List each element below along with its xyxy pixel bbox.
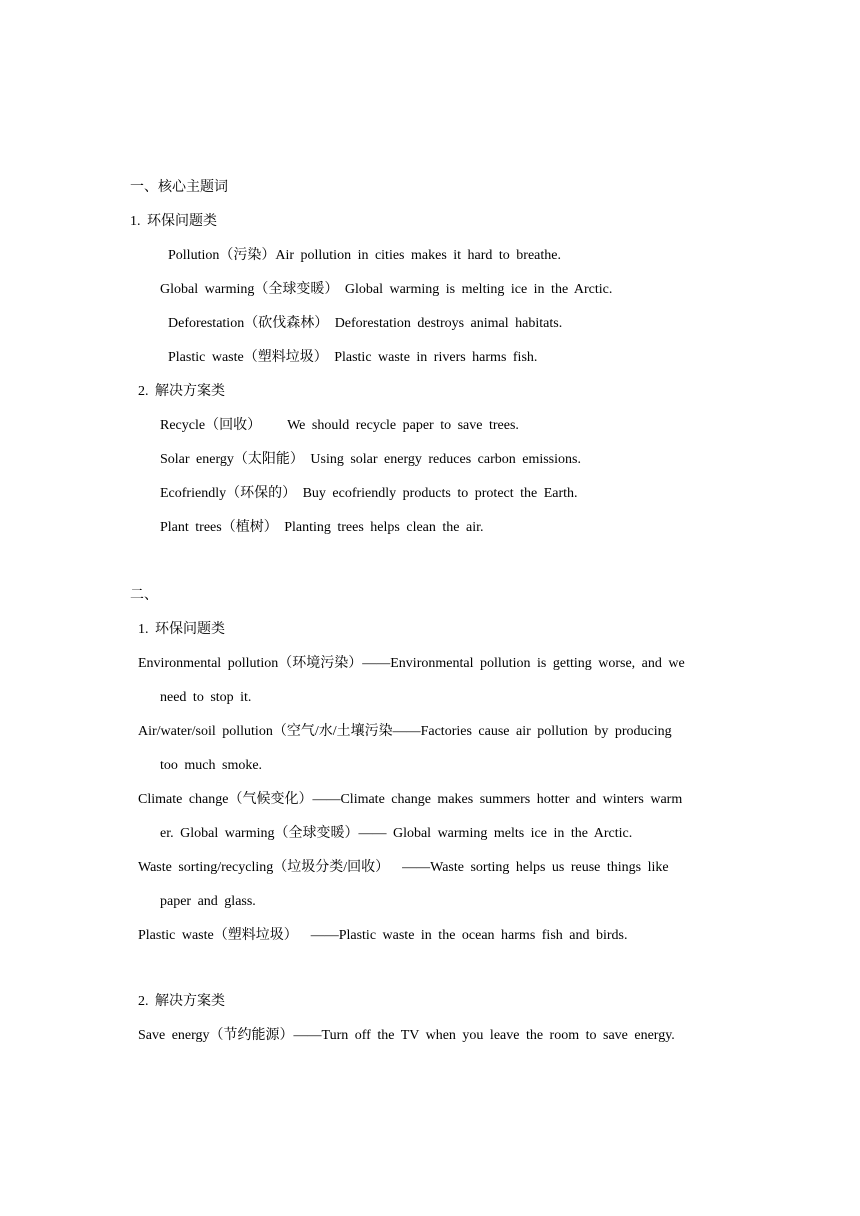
paragraph-line: Plastic waste（塑料垃圾） ——Plastic waste in the ocean harms fish and birds. bbox=[138, 928, 628, 943]
paragraph-line: Air/water/soil pollution（空气/水/土壤污染——Factories cause air pollution by producing bbox=[138, 724, 672, 739]
section-2-part-2-heading: 2. 解决方案类 bbox=[138, 994, 225, 1009]
section-1-heading: 一、核心主题词 bbox=[130, 180, 228, 195]
vocab-item-pollution: Pollution（污染）Air pollution in cities makes it hard to breathe. bbox=[168, 248, 562, 263]
section-2-heading: 二、 bbox=[130, 588, 158, 603]
vocab-item-recycle: Recycle（回收） We should recycle paper to save trees. bbox=[160, 418, 519, 433]
vocab-item-ecofriendly: Ecofriendly（环保的） Buy ecofriendly products to protect the Earth. bbox=[160, 486, 578, 501]
vocab-item-plant-trees: Plant trees（植树） Planting trees helps clean the air. bbox=[160, 520, 484, 535]
paragraph-line: need to stop it. bbox=[160, 690, 252, 705]
paragraph-line: too much smoke. bbox=[160, 758, 263, 773]
paragraph-line: paper and glass. bbox=[160, 894, 256, 909]
paragraph-line: Waste sorting/recycling（垃圾分类/回收） ——Waste sorting helps us reuse things like bbox=[138, 860, 669, 875]
section-1-part-1-heading: 1. 环保问题类 bbox=[130, 214, 217, 229]
vocab-item-solar-energy: Solar energy（太阳能） Using solar energy reduces carbon emissions. bbox=[160, 452, 581, 467]
section-1-part-2-heading: 2. 解决方案类 bbox=[138, 384, 225, 399]
vocab-item-global-warming: Global warming（全球变暖） Global warming is melting ice in the Arctic. bbox=[160, 282, 613, 297]
section-2-part-1-heading: 1. 环保问题类 bbox=[138, 622, 225, 637]
paragraph-line: Environmental pollution（环境污染）——Environmental pollution is getting worse, and we bbox=[138, 656, 685, 671]
vocab-item-plastic-waste: Plastic waste（塑料垃圾） Plastic waste in rivers harms fish. bbox=[168, 350, 538, 365]
vocab-item-deforestation: Deforestation（砍伐森林） Deforestation destroys animal habitats. bbox=[168, 316, 563, 331]
paragraph-line: er. Global warming（全球变暖）—— Global warming melts ice in the Arctic. bbox=[160, 826, 633, 841]
paragraph-line: Climate change（气候变化）——Climate change makes summers hotter and winters warm bbox=[138, 792, 683, 807]
paragraph-line: Save energy（节约能源）——Turn off the TV when you leave the room to save energy. bbox=[138, 1028, 675, 1043]
